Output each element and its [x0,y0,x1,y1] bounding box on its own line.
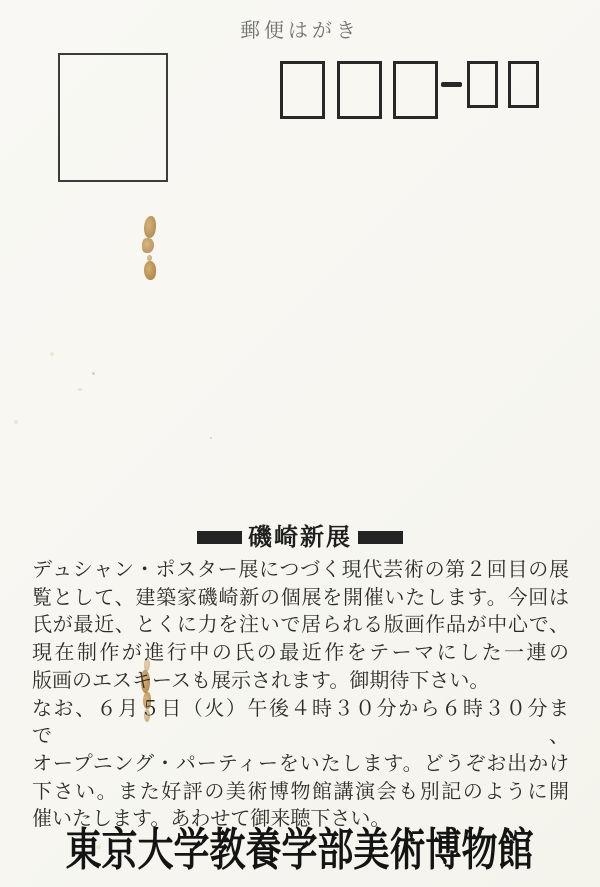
body-text-line: 下さい。また好評の美術博物館講演会も別記のように開 [32,778,569,803]
postal-code-separator-dash [441,82,462,87]
paper-speck [92,372,95,375]
postcard-header-label: 郵便はがき [240,18,360,42]
body-text-line: デュシャン・ポスター展につづく現代芸術の第２回目の展 [32,557,569,581]
title-right-bar [358,531,403,544]
postal-code-digit-box [393,61,438,119]
exhibition-title-row [0,522,600,551]
stain-mark-upper [141,214,159,280]
postal-code-digit-box [280,61,325,119]
museum-name [0,823,600,876]
body-text-line: オープニング・パーティーをいたします。どうぞお出かけ [32,750,569,775]
paper-speck [14,420,18,424]
museum-name-text: 東京大学教養学部美術博物館 [65,823,534,876]
paper-speck [50,352,54,356]
body-text-line: 催いたします。あわせて御来聴下さい。 [32,806,391,831]
title-left-bar [197,531,242,544]
body-text-line: 版画のエスキースも展示されます。御期待下さい。 [32,667,490,692]
exhibition-title: 磯崎新展 [248,522,352,551]
body-text-line: なお、６月５日（火）午後４時３０分から６時３０分まで、 [32,695,569,748]
body-text-line: 現在制作が進行中の氏の最近作をテーマにした一連の [32,640,569,665]
paper-speck [210,437,212,439]
body-text-line: 氏が最近、とくに力を注いで居られる版画作品が中心で、 [32,612,569,637]
stamp-frame [58,53,168,182]
postal-code-digit-box [467,61,498,108]
postal-code-digit-box [508,61,539,108]
paper-speck [78,388,82,391]
postal-code-digit-box [337,61,382,119]
body-text-line: 覧として、建築家磯崎新の個展を開催いたします。今回は [32,584,569,609]
announcement-body [32,556,569,833]
